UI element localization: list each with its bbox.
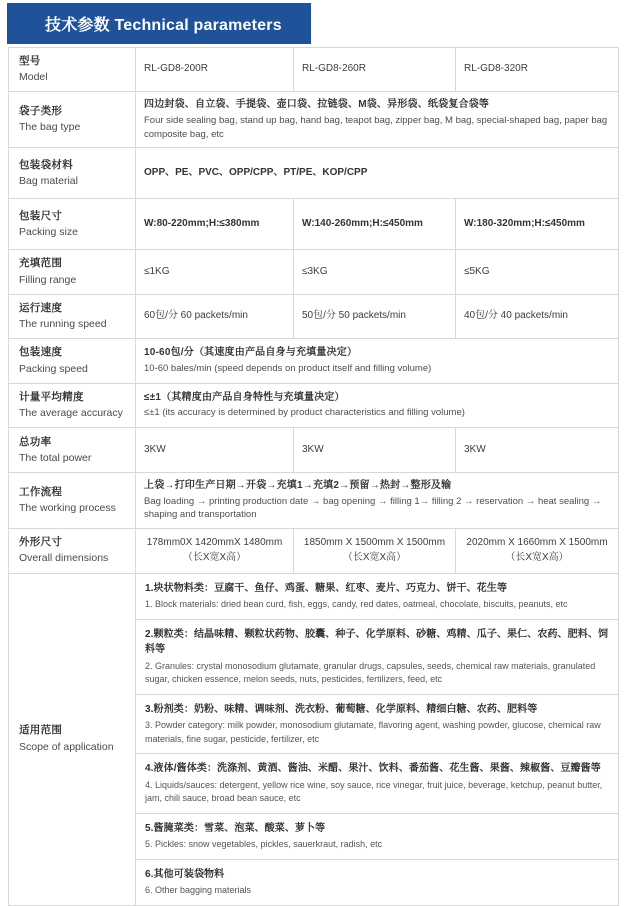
cell-model-a	[136, 48, 294, 92]
cell-value-en: 10-60 bales/min (speed depends on product itself and filling volume)	[144, 362, 432, 374]
cell-value: RL-GD8-320R	[464, 63, 528, 75]
cell-packing-size-b	[294, 199, 456, 250]
row-label-model	[9, 48, 136, 92]
cell-filling-range-b	[294, 250, 456, 294]
row-label-en: Packing size	[19, 225, 78, 238]
row-label-en: The average accuracy	[19, 407, 123, 419]
scope-item	[136, 860, 618, 905]
row-label-cn: 包装速度	[19, 346, 63, 359]
row-label-working-process	[9, 473, 136, 529]
cell-packing-size-a	[136, 199, 294, 250]
cell-running-speed-a	[136, 294, 294, 338]
scope-item-en: 6. Other bagging materials	[145, 885, 252, 896]
scope-item-cn: 5.酱腌菜类：雪菜、泡菜、酸菜、萝卜等	[145, 822, 326, 834]
cell-value-en: Bag loading → printing production date → bag opening → filling 1→ filling 2 → reservation → heat sealing → shaping and transportation	[144, 495, 602, 521]
cell-overall-dimensions-b	[294, 529, 456, 573]
scope-item-en: 4. Liquids/sauces: detergent, yellow rice wine, soy sauce, rice vinegar, fruit juice, beverage, ketchup, peanut butter, jam, chili sauce, broad bean sauce, etc	[145, 779, 603, 804]
row-label-cn: 充填范围	[19, 257, 63, 270]
cell-value-line1: 1850mm X 1500mm X 1500mm	[303, 537, 446, 549]
cell-value-cn: 四边封袋、自立袋、手提袋、壶口袋、拉链袋、M袋、异形袋、纸袋复合袋等	[144, 99, 490, 111]
row-label-filling-range	[9, 250, 136, 294]
cell-value-line1: 178mm0X 1420mmX 1480mm	[146, 537, 283, 549]
row-label-overall-dimensions	[9, 529, 136, 573]
row-label-cn: 适用范围	[19, 724, 63, 737]
cell-value-cn: ≤±1（其精度由产品自身特性与充填量决定）	[144, 391, 345, 403]
cell-value: W:140-260mm;H:≤450mm	[302, 218, 423, 230]
cell-value-en: Four side sealing bag, stand up bag, hand bag, teapot bag, zipper bag, M bag, special-shaped bag, paper bag composite bag, etc	[144, 114, 608, 140]
cell-packing-size-c	[456, 199, 619, 250]
table-row-working-process	[9, 473, 619, 529]
table-row-overall-dimensions	[9, 529, 619, 573]
scope-item-cn: 3.粉剂类：奶粉、味精、调味剂、洗衣粉、葡萄糖、化学原料、精细白糖、农药、肥料等	[145, 703, 538, 715]
row-label-cn: 运行速度	[19, 301, 63, 314]
cell-value: RL-GD8-200R	[144, 63, 208, 75]
scope-item-en: 5. Pickles: snow vegetables, pickles, sauerkraut, radish, etc	[145, 839, 383, 850]
row-label-en: The total power	[19, 451, 92, 464]
cell-value: 3KW	[144, 443, 166, 455]
cell-value: W:80-220mm;H:≤380mm	[144, 218, 260, 230]
cell-running-speed-b	[294, 294, 456, 338]
row-label-packing-speed	[9, 339, 136, 383]
row-label-cn: 外形尺寸	[19, 536, 63, 549]
table-row-packing-speed	[9, 339, 619, 383]
scope-item-en: 2. Granules: crystal monosodium glutamate, granular drugs, capsules, seeds, chemical raw materials, granulated sugar, chicken essence, melon seeds, nuts, pesticides, fertilizers, feed, etc	[145, 660, 596, 685]
scope-item-cn: 6.其他可装袋物料	[145, 868, 225, 880]
row-label-en: Overall dimensions	[19, 552, 109, 565]
cell-value: ≤1KG	[144, 265, 170, 277]
row-label-cn: 袋子类形	[19, 105, 63, 118]
cell-overall-dimensions-c	[456, 529, 619, 573]
scope-item	[136, 754, 618, 814]
cell-value: ≤5KG	[464, 265, 490, 277]
cell-packing-speed-value	[136, 339, 619, 383]
scope-item-cn: 2.颗粒类：结晶味精、颗粒状药物、胶囊、种子、化学原料、砂糖、鸡精、瓜子、果仁、农药、肥料、饲料等	[145, 628, 609, 656]
cell-average-accuracy-value	[136, 383, 619, 427]
cell-value: ≤3KG	[302, 265, 328, 277]
cell-value: 50包/分 50 packets/min	[302, 310, 406, 322]
row-label-en: Bag material	[19, 174, 78, 187]
scope-item-cn: 4.液体/酱体类：洗涤剂、黄酒、酱油、米醋、果汁、饮料、番茄酱、花生酱、果酱、辣椒酱、豆瓣酱等	[145, 763, 601, 775]
row-label-total-power	[9, 428, 136, 473]
cell-filling-range-a	[136, 250, 294, 294]
row-label-bag-material	[9, 148, 136, 199]
row-label-cn: 计量平均精度	[19, 390, 84, 403]
cell-total-power-a	[136, 428, 294, 473]
scope-item	[136, 574, 618, 620]
cell-value-line2: （长X宽X高）	[505, 551, 569, 563]
cell-working-process-value	[136, 473, 619, 529]
table-row-bag-type	[9, 92, 619, 148]
cell-bag-type-value	[136, 92, 619, 148]
scope-items-container	[136, 573, 619, 905]
row-label-bag-type	[9, 92, 136, 148]
cell-filling-range-c	[456, 250, 619, 294]
cell-value-line2: （长X宽X高）	[182, 551, 247, 563]
row-label-scope-of-application	[9, 573, 136, 905]
cell-value: 3KW	[464, 443, 486, 455]
cell-value: W:180-320mm;H:≤450mm	[464, 218, 585, 230]
scope-item	[136, 620, 618, 695]
row-label-cn: 工作流程	[19, 486, 63, 499]
row-label-en: The working process	[19, 502, 116, 515]
cell-total-power-c	[456, 428, 619, 473]
table-row-running-speed	[9, 294, 619, 338]
scope-item-cn: 1.块状物料类：豆腐干、鱼仔、鸡蛋、糖果、红枣、麦片、巧克力、饼干、花生等	[145, 582, 508, 594]
page-title-cn: 技术参数	[45, 17, 110, 34]
row-label-cn: 包装尺寸	[19, 209, 63, 222]
row-label-en: Filling range	[19, 273, 77, 286]
row-label-cn: 包装袋材料	[19, 158, 73, 171]
row-label-cn: 总功率	[19, 435, 52, 448]
table-row-total-power	[9, 428, 619, 473]
page-title-en: Technical parameters	[114, 17, 282, 34]
row-label-packing-size	[9, 199, 136, 250]
table-row-filling-range	[9, 250, 619, 294]
scope-item-en: 1. Block materials: dried bean curd, fish, eggs, candy, red dates, oatmeal, chocolate, biscuits, peanuts, etc	[145, 599, 568, 610]
scope-item	[136, 814, 618, 860]
cell-value-cn: 10-60包/分（其速度由产品自身与充填量决定）	[144, 347, 358, 359]
row-label-en: Model	[19, 71, 48, 84]
cell-value: 40包/分 40 packets/min	[464, 310, 568, 322]
specifications-table	[8, 47, 619, 906]
table-row-packing-size	[9, 199, 619, 250]
table-row-bag-material	[9, 148, 619, 199]
row-label-en: The bag type	[19, 121, 81, 134]
cell-value: 3KW	[302, 443, 324, 455]
scope-item-en: 3. Powder category: milk powder, monosodium glutamate, flavoring agent, washing powder, glucose, chemical raw materials, fine sugar, pesticide, fertilizer, etc	[145, 720, 601, 744]
cell-value-line1: 2020mm X 1660mm X 1500mm	[466, 537, 608, 549]
row-label-en: Scope of application	[19, 740, 114, 753]
table-row-model	[9, 48, 619, 92]
page-title	[7, 12, 282, 35]
cell-running-speed-c	[456, 294, 619, 338]
row-label-average-accuracy	[9, 383, 136, 427]
cell-value: OPP、PE、PVC、OPP/CPP、PT/PE、KOP/CPP	[144, 167, 368, 179]
cell-value-cn: 上袋→打印生产日期→开袋→充填1→充填2→预留→热封→整形及输	[144, 480, 452, 492]
cell-value-en: ≤±1 (its accuracy is determined by product characteristics and filling volume)	[144, 407, 465, 419]
cell-model-c	[456, 48, 619, 92]
cell-bag-material-value	[136, 148, 619, 199]
cell-overall-dimensions-a	[136, 529, 294, 573]
cell-value: 60包/分 60 packets/min	[144, 310, 248, 322]
cell-model-b	[294, 48, 456, 92]
table-row-average-accuracy	[9, 383, 619, 427]
row-label-running-speed	[9, 294, 136, 338]
row-label-en: The running speed	[19, 318, 107, 331]
cell-value: RL-GD8-260R	[302, 63, 366, 75]
cell-total-power-b	[294, 428, 456, 473]
row-label-cn: 型号	[19, 55, 41, 67]
table-row-scope-of-application	[9, 573, 619, 905]
cell-value-line2: （长X宽X高）	[342, 551, 407, 563]
page-header-banner	[7, 3, 311, 44]
scope-item	[136, 695, 618, 755]
row-label-en: Packing speed	[19, 362, 88, 375]
